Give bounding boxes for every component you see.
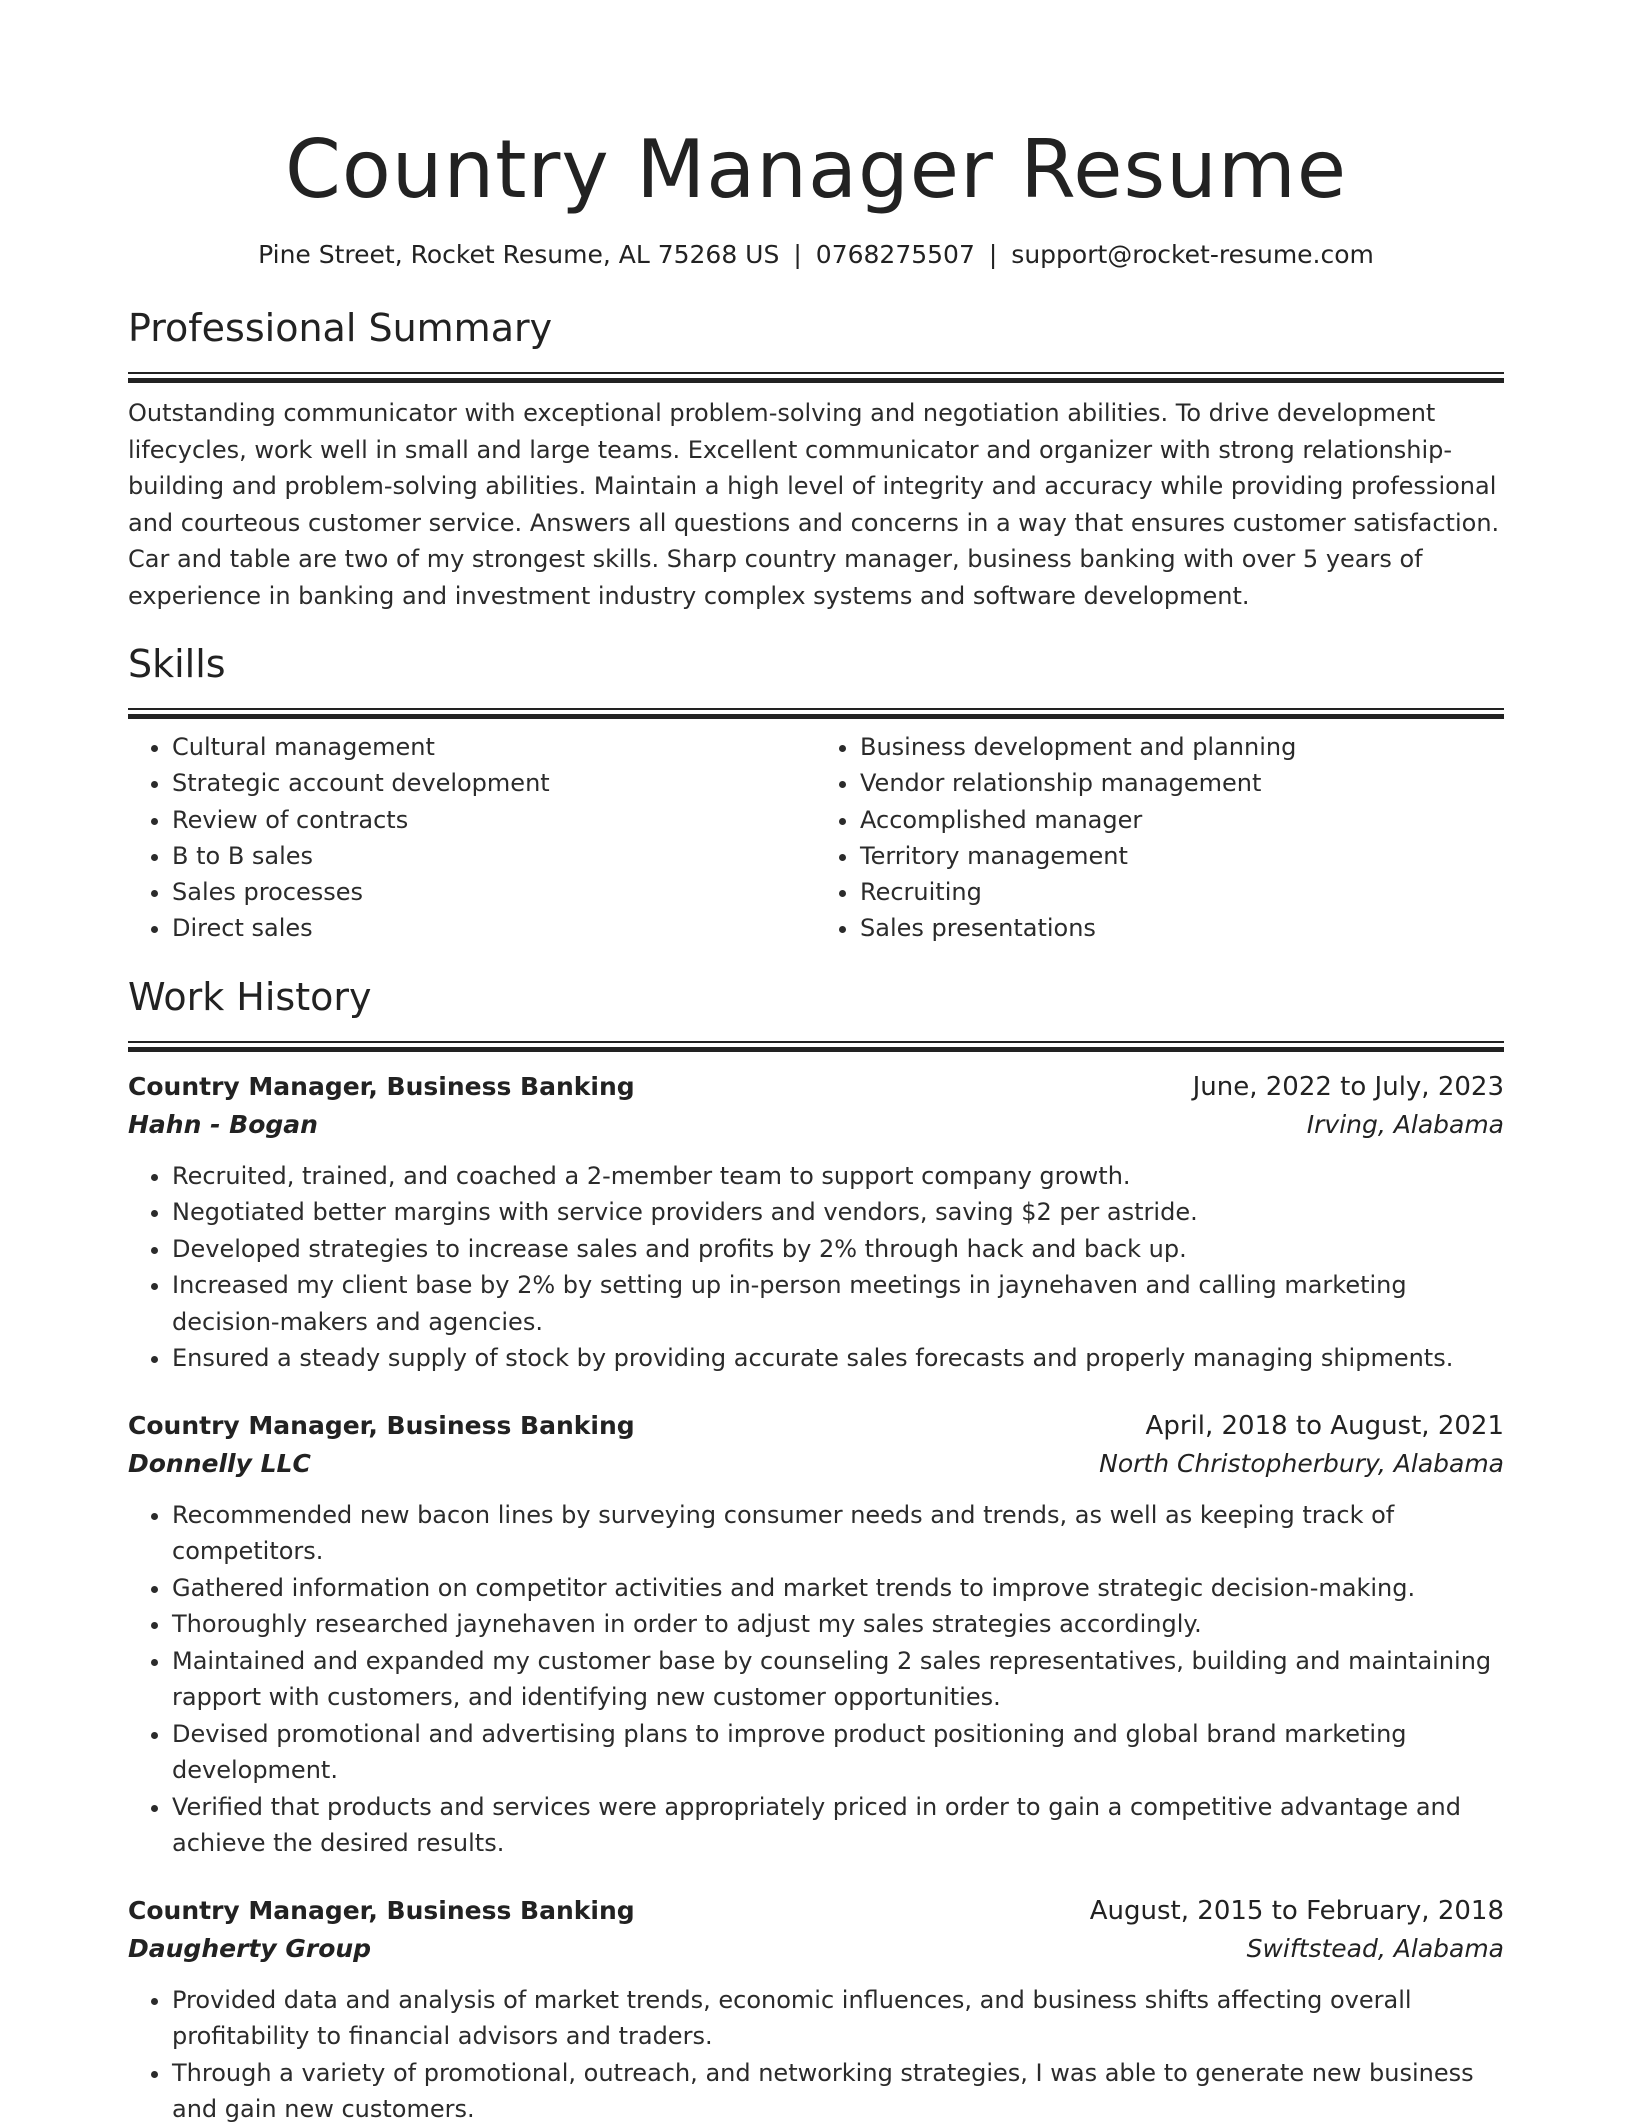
skills-list-left bbox=[128, 729, 816, 947]
job-company: Hahn - Bogan bbox=[128, 1109, 318, 1139]
skill-item: • Accomplished manager bbox=[860, 802, 1504, 838]
job-header bbox=[128, 1407, 1504, 1445]
skill-item: • Direct sales bbox=[172, 910, 816, 946]
job-bullet: • Negotiated better margins with service providers and vendors, saving $2 per astride. bbox=[172, 1194, 1504, 1231]
job-dates: April, 2018 to August, 2021 bbox=[1145, 1410, 1504, 1441]
job-entry bbox=[128, 1892, 1504, 2128]
job-company: Daugherty Group bbox=[128, 1933, 372, 1963]
page-title: Country Manager Resume bbox=[284, 123, 1348, 216]
job-subheader bbox=[128, 1445, 1504, 1483]
section-divider bbox=[128, 1041, 1504, 1052]
skill-item: • Territory management bbox=[860, 838, 1504, 874]
skills-list-right bbox=[816, 729, 1504, 947]
skill-item: • Sales presentations bbox=[860, 910, 1504, 946]
skill-item: • Vendor relationship management bbox=[860, 765, 1504, 801]
section-divider bbox=[128, 708, 1504, 719]
job-entry bbox=[128, 1407, 1504, 1862]
job-bullets bbox=[128, 1497, 1504, 1862]
contact-separator: | bbox=[793, 240, 802, 269]
summary-heading: Professional Summary bbox=[128, 306, 553, 350]
job-role: Country Manager, Business Banking bbox=[128, 1071, 635, 1101]
job-entry bbox=[128, 1068, 1504, 1377]
skill-item: • Sales processes bbox=[172, 874, 816, 910]
summary-text: Outstanding communicator with exceptional problem-solving and negotiation abilities. To drive development lifecycles, work well in small and large teams. Excellent communicator and organizer with strong relationship-building and problem-solving abilities. Maintain a high level of integrity and accuracy while providing professional and courteous customer service. Answers all questions and concerns in a way that ensures customer satisfaction. Car and table are two of my strongest skills. Sharp country manager, business banking with over 5 years of experience in banking and investment industry complex systems and software development. bbox=[128, 399, 1500, 610]
job-bullet: • Developed strategies to increase sales and profits by 2% through hack and back up. bbox=[172, 1231, 1504, 1268]
skill-item: • Cultural management bbox=[172, 729, 816, 765]
skills-heading: Skills bbox=[128, 642, 226, 686]
job-bullet: • Ensured a steady supply of stock by providing accurate sales forecasts and properly managing shipments. bbox=[172, 1340, 1504, 1377]
job-bullets bbox=[128, 1158, 1504, 1377]
skill-item: • Strategic account development bbox=[172, 765, 816, 801]
work-heading: Work History bbox=[128, 974, 372, 1019]
job-bullet: • Increased my client base by 2% by setting up in-person meetings in jaynehaven and calling marketing decision-makers and agencies. bbox=[172, 1267, 1504, 1340]
skills-columns bbox=[128, 729, 1504, 947]
summary-section bbox=[128, 304, 1504, 614]
work-section bbox=[128, 973, 1504, 2128]
job-role: Country Manager, Business Banking bbox=[128, 1410, 635, 1440]
job-header bbox=[128, 1892, 1504, 1930]
job-bullet: • Thoroughly researched jaynehaven in order to adjust my sales strategies accordingly. bbox=[172, 1606, 1504, 1643]
job-dates: June, 2022 to July, 2023 bbox=[1192, 1071, 1504, 1102]
job-dates: August, 2015 to February, 2018 bbox=[1089, 1895, 1504, 1926]
job-bullet: • Verified that products and services were appropriately priced in order to gain a competitive advantage and achieve the desired results. bbox=[172, 1789, 1504, 1862]
skill-item: • Review of contracts bbox=[172, 802, 816, 838]
contact-separator: | bbox=[988, 240, 998, 269]
skills-section bbox=[128, 640, 1504, 947]
job-location: Swiftstead, Alabama bbox=[1246, 1933, 1504, 1963]
job-bullet: • Recommended new bacon lines by surveying consumer needs and trends, as well as keeping track of competitors. bbox=[172, 1497, 1504, 1570]
job-location: Irving, Alabama bbox=[1306, 1109, 1504, 1139]
section-divider bbox=[128, 372, 1504, 383]
contact-address: Pine Street, Rocket Resume, AL 75268 US bbox=[258, 240, 780, 269]
job-subheader bbox=[128, 1930, 1504, 1968]
job-bullet: • Through a variety of promotional, outreach, and networking strategies, I was able to generate new business and gain new customers. bbox=[172, 2055, 1504, 2128]
job-header bbox=[128, 1068, 1504, 1106]
job-subheader bbox=[128, 1106, 1504, 1144]
job-role: Country Manager, Business Banking bbox=[128, 1895, 635, 1925]
contact-phone: 0768275507 bbox=[815, 240, 975, 269]
job-bullets bbox=[128, 1982, 1504, 2128]
skill-item: • Business development and planning bbox=[860, 729, 1504, 765]
contact-email: support@rocket-resume.com bbox=[1011, 240, 1374, 269]
job-location: North Christopherbury, Alabama bbox=[1099, 1448, 1504, 1478]
job-bullet: • Maintained and expanded my customer base by counseling 2 sales representatives, building and maintaining rapport with customers, and identifying new customer opportunities. bbox=[172, 1643, 1504, 1716]
job-bullet: • Gathered information on competitor activities and market trends to improve strategic decision-making. bbox=[172, 1570, 1504, 1607]
skill-item: • Recruiting bbox=[860, 874, 1504, 910]
job-bullet: • Recruited, trained, and coached a 2-member team to support company growth. bbox=[172, 1158, 1504, 1195]
contact-line bbox=[128, 238, 1504, 272]
job-bullet: • Provided data and analysis of market trends, economic influences, and business shifts affecting overall profitability to financial advisors and traders. bbox=[172, 1982, 1504, 2055]
job-company: Donnelly LLC bbox=[128, 1448, 311, 1478]
job-bullet: • Devised promotional and advertising plans to improve product positioning and global brand marketing development. bbox=[172, 1716, 1504, 1789]
skill-item: • B to B sales bbox=[172, 838, 816, 874]
